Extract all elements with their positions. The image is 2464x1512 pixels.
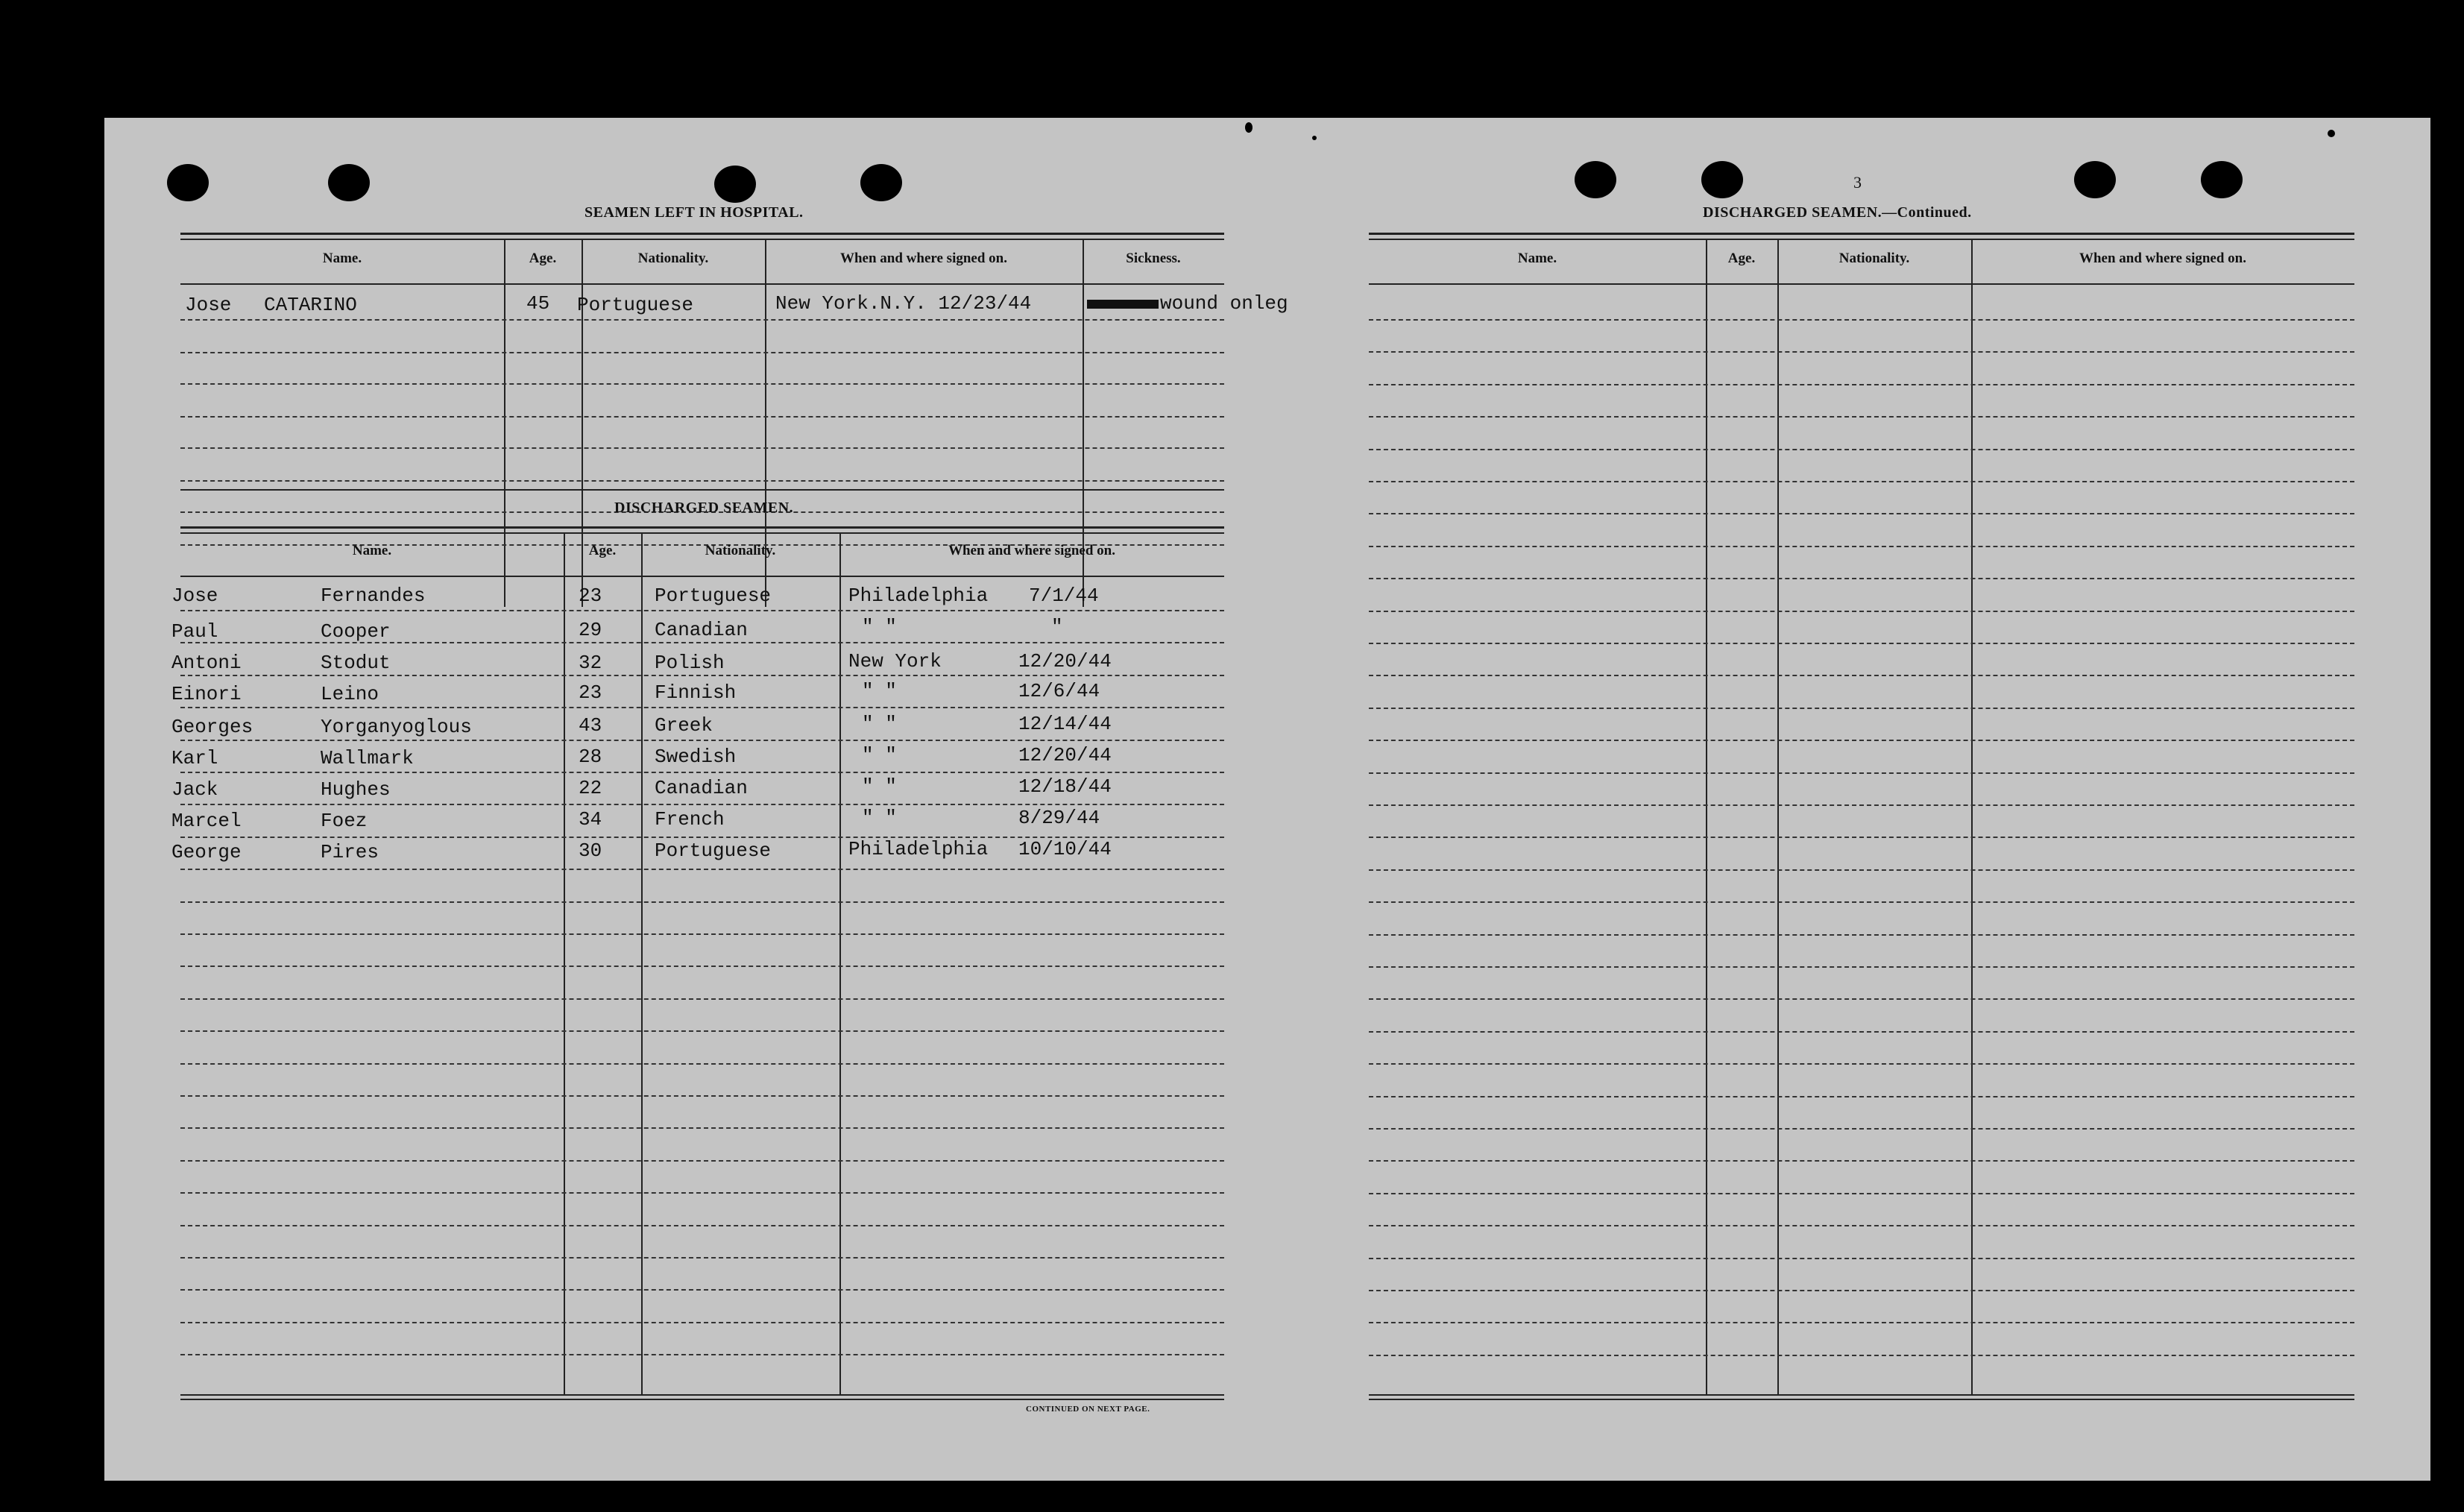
row-line bbox=[180, 772, 1224, 773]
row-line bbox=[180, 1225, 1224, 1226]
row-line bbox=[180, 610, 1224, 611]
discharged-place: Philadelphia bbox=[848, 585, 989, 607]
right-col-name: Name. bbox=[1517, 251, 1557, 266]
rule bbox=[1369, 233, 2354, 235]
row-line bbox=[180, 933, 1224, 935]
row-line bbox=[180, 1322, 1224, 1323]
punch-hole bbox=[2074, 161, 2116, 198]
row-line bbox=[180, 740, 1224, 741]
discharged-nationality: Polish bbox=[655, 652, 725, 674]
discharged-last-name: Yorganyoglous bbox=[321, 716, 472, 738]
row-line bbox=[180, 1160, 1224, 1162]
discharged-age: 22 bbox=[579, 777, 602, 799]
row-line bbox=[180, 707, 1224, 708]
punch-hole bbox=[328, 164, 370, 201]
row-line bbox=[1369, 319, 2354, 321]
rule bbox=[180, 526, 1224, 529]
row-line bbox=[1369, 351, 2354, 353]
row-line bbox=[1369, 1128, 2354, 1130]
discharged-age: 43 bbox=[579, 714, 602, 737]
rule bbox=[180, 532, 1224, 534]
rule bbox=[180, 1394, 1224, 1396]
row-line bbox=[180, 447, 1224, 449]
rule bbox=[1369, 283, 2354, 285]
column-divider bbox=[564, 532, 565, 1396]
row-line bbox=[1369, 449, 2354, 450]
discharged-place: " " bbox=[862, 744, 897, 766]
discharged-place: " " bbox=[862, 807, 897, 829]
right-col-signed-on: When and where signed on. bbox=[2079, 251, 2246, 266]
row-line bbox=[1369, 966, 2354, 968]
strikeout-mark bbox=[1087, 300, 1159, 309]
row-line bbox=[180, 319, 1224, 321]
row-line bbox=[180, 804, 1224, 805]
rule bbox=[180, 233, 1224, 235]
discharged-age: 23 bbox=[579, 585, 602, 607]
row-line bbox=[1369, 1193, 2354, 1194]
right-col-age: Age. bbox=[1727, 251, 1756, 266]
hospital-col-nationality: Nationality. bbox=[637, 251, 709, 266]
discharged-first-name: Paul bbox=[171, 620, 218, 643]
row-line bbox=[180, 869, 1224, 870]
punch-hole bbox=[714, 166, 756, 203]
discharged-date: 12/18/44 bbox=[1018, 775, 1112, 798]
discharged-first-name: Georges bbox=[171, 716, 253, 738]
discharged-date: 12/14/44 bbox=[1018, 713, 1112, 735]
column-divider bbox=[1706, 239, 1707, 1394]
row-line bbox=[180, 1354, 1224, 1355]
row-line bbox=[1369, 416, 2354, 418]
column-divider bbox=[641, 532, 643, 1396]
row-line bbox=[1369, 1225, 2354, 1226]
document-sheet bbox=[104, 118, 2430, 1481]
discharged-nationality: Canadian bbox=[655, 777, 748, 799]
row-line bbox=[180, 901, 1224, 903]
ink-speck bbox=[2328, 130, 2335, 137]
row-line bbox=[1369, 643, 2354, 644]
discharged-nationality: Finnish bbox=[655, 681, 737, 704]
row-line bbox=[1369, 1290, 2354, 1291]
discharged-place: " " bbox=[862, 616, 897, 638]
column-divider bbox=[839, 532, 841, 1396]
rule bbox=[180, 239, 1224, 240]
discharged-first-name: George bbox=[171, 841, 242, 863]
column-divider bbox=[1971, 239, 1973, 1394]
row-line bbox=[1369, 1258, 2354, 1259]
discharged-first-name: Jose bbox=[171, 585, 218, 607]
hospital-sickness: wound onleg bbox=[1160, 292, 1288, 315]
row-line bbox=[180, 966, 1224, 967]
row-line bbox=[180, 1063, 1224, 1065]
hospital-heading: SEAMEN LEFT IN HOSPITAL. bbox=[585, 204, 804, 221]
discharged-date: 7/1/44 bbox=[1029, 585, 1099, 607]
row-line bbox=[1369, 384, 2354, 385]
discharged-col-nationality: Nationality. bbox=[705, 543, 776, 558]
punch-hole bbox=[2201, 161, 2243, 198]
hospital-col-sickness: Sickness. bbox=[1126, 251, 1181, 266]
row-line bbox=[1369, 1355, 2354, 1356]
discharged-date: 8/29/44 bbox=[1018, 807, 1100, 829]
row-line bbox=[1369, 901, 2354, 903]
rule bbox=[180, 283, 1224, 285]
row-line bbox=[1369, 934, 2354, 936]
hospital-nationality: Portuguese bbox=[577, 294, 694, 316]
row-line bbox=[1369, 869, 2354, 871]
row-line bbox=[1369, 1031, 2354, 1033]
discharged-age: 34 bbox=[579, 808, 602, 831]
discharged-last-name: Foez bbox=[321, 810, 368, 832]
row-line bbox=[1369, 675, 2354, 676]
discharged-place: Philadelphia bbox=[848, 838, 989, 860]
punch-hole bbox=[1575, 161, 1616, 198]
row-line bbox=[180, 416, 1224, 418]
discharged-nationality: Greek bbox=[655, 714, 713, 737]
row-line bbox=[180, 998, 1224, 1000]
hospital-last-name: CATARINO bbox=[264, 294, 357, 316]
hospital-col-age: Age. bbox=[529, 251, 557, 266]
discharged-first-name: Marcel bbox=[171, 810, 242, 832]
discharged-last-name: Hughes bbox=[321, 778, 391, 801]
rule bbox=[180, 576, 1224, 577]
hospital-signed-on: New York.N.Y. 12/23/44 bbox=[775, 292, 1032, 315]
discharged-place: " " bbox=[862, 713, 897, 735]
discharged-last-name: Wallmark bbox=[321, 747, 414, 769]
right-col-nationality: Nationality. bbox=[1838, 251, 1910, 266]
column-divider bbox=[1777, 239, 1779, 1394]
discharged-nationality: Portuguese bbox=[655, 840, 772, 862]
discharged-col-name: Name. bbox=[352, 543, 392, 558]
row-line bbox=[1369, 611, 2354, 612]
row-line bbox=[180, 675, 1224, 676]
row-line bbox=[1369, 546, 2354, 547]
row-line bbox=[1369, 481, 2354, 482]
hospital-col-signed-on: When and where signed on. bbox=[839, 251, 1007, 266]
discharged-first-name: Karl bbox=[171, 747, 218, 769]
row-line bbox=[180, 480, 1224, 482]
rule bbox=[1369, 1394, 2354, 1396]
hospital-first-name: Jose bbox=[185, 294, 232, 316]
discharged-first-name: Jack bbox=[171, 778, 218, 801]
discharged-age: 23 bbox=[579, 681, 602, 704]
discharged-date: 12/20/44 bbox=[1018, 650, 1112, 672]
punch-hole bbox=[1701, 161, 1743, 198]
rule bbox=[1369, 239, 2354, 240]
row-line bbox=[180, 1289, 1224, 1291]
discharged-first-name: Einori bbox=[171, 683, 242, 705]
row-line bbox=[1369, 1322, 2354, 1323]
row-line bbox=[1369, 1063, 2354, 1065]
rule bbox=[1369, 1399, 2354, 1400]
row-line bbox=[180, 1127, 1224, 1129]
discharged-last-name: Pires bbox=[321, 841, 379, 863]
discharged-nationality: Swedish bbox=[655, 746, 737, 768]
page-number: 3 bbox=[1853, 173, 1862, 192]
row-line bbox=[1369, 837, 2354, 838]
punch-hole bbox=[167, 164, 209, 201]
row-line bbox=[1369, 804, 2354, 806]
row-line bbox=[1369, 772, 2354, 774]
discharged-col-age: Age. bbox=[588, 543, 617, 558]
discharged-date: 10/10/44 bbox=[1018, 838, 1112, 860]
row-line bbox=[1369, 740, 2354, 741]
discharged-age: 30 bbox=[579, 840, 602, 862]
row-line bbox=[180, 1192, 1224, 1194]
discharged-place: New York bbox=[848, 650, 942, 672]
continued-note: CONTINUED ON NEXT PAGE. bbox=[1026, 1405, 1150, 1414]
ink-speck bbox=[1245, 122, 1253, 133]
discharged-date: " bbox=[1051, 616, 1063, 638]
row-line bbox=[1369, 998, 2354, 1000]
discharged-date: 12/6/44 bbox=[1018, 680, 1100, 702]
discharged-date: 12/20/44 bbox=[1018, 744, 1112, 766]
row-line bbox=[180, 1095, 1224, 1097]
rule bbox=[180, 1399, 1224, 1400]
row-line bbox=[1369, 708, 2354, 709]
row-line bbox=[1369, 1096, 2354, 1097]
discharged-nationality: Portuguese bbox=[655, 585, 772, 607]
punch-hole bbox=[860, 164, 902, 201]
row-line bbox=[180, 1030, 1224, 1032]
discharged-age: 28 bbox=[579, 746, 602, 768]
rule bbox=[180, 489, 1224, 491]
discharged-last-name: Stodut bbox=[321, 652, 391, 674]
discharged-heading: DISCHARGED SEAMEN. bbox=[614, 500, 794, 516]
row-line bbox=[1369, 578, 2354, 579]
ink-speck bbox=[1312, 136, 1317, 140]
discharged-nationality: French bbox=[655, 808, 725, 831]
right-heading: DISCHARGED SEAMEN.—Continued. bbox=[1703, 204, 1972, 221]
discharged-age: 32 bbox=[579, 652, 602, 674]
hospital-age: 45 bbox=[526, 292, 550, 315]
discharged-last-name: Leino bbox=[321, 683, 379, 705]
discharged-age: 29 bbox=[579, 619, 602, 641]
row-line bbox=[180, 383, 1224, 385]
row-line bbox=[1369, 513, 2354, 514]
row-line bbox=[180, 352, 1224, 353]
hospital-col-name: Name. bbox=[322, 251, 362, 266]
discharged-last-name: Fernandes bbox=[321, 585, 426, 607]
discharged-first-name: Antoni bbox=[171, 652, 242, 674]
discharged-place: " " bbox=[862, 775, 897, 798]
row-line bbox=[180, 1257, 1224, 1259]
discharged-col-signed-on: When and where signed on. bbox=[948, 543, 1115, 558]
discharged-nationality: Canadian bbox=[655, 619, 748, 641]
discharged-place: " " bbox=[862, 680, 897, 702]
row-line bbox=[1369, 1160, 2354, 1162]
discharged-last-name: Cooper bbox=[321, 620, 391, 643]
